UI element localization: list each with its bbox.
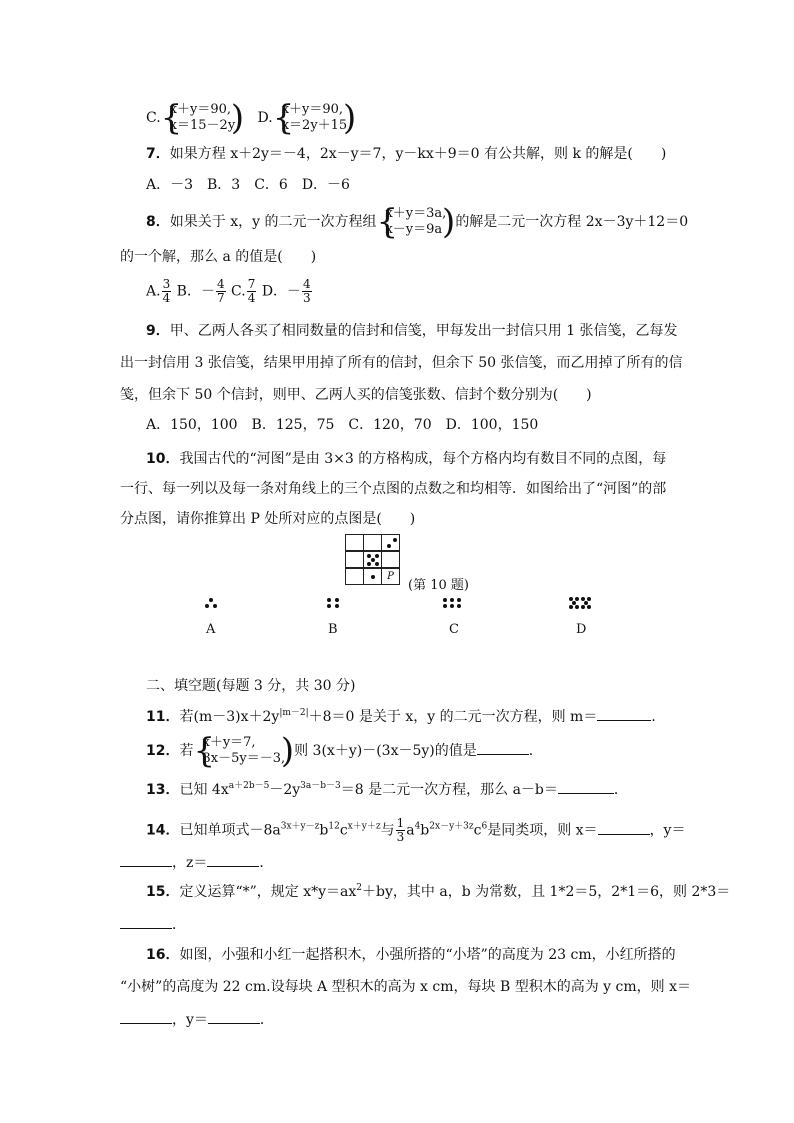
q13-answer-blank[interactable] <box>558 780 614 794</box>
q15-answer-blank[interactable] <box>120 915 172 929</box>
dot <box>575 605 579 609</box>
grid-cell <box>381 551 400 568</box>
grid-cell <box>381 534 400 551</box>
q8-fraction-c: $\frac{7}{4}$ <box>247 277 256 305</box>
dot <box>335 604 339 608</box>
q14-x-blank[interactable] <box>598 821 650 835</box>
dot <box>205 604 209 608</box>
q11-stem: 11．若$(m-3)x+2y^{|m-2|}+8=0$ 是关于 x，y 的二元一次方程，则 m＝ ． <box>146 708 666 725</box>
q12-answer-blank[interactable] <box>477 741 529 755</box>
q6-c-system: { x＋y＝90, x＝15－2y ) <box>160 98 245 138</box>
dot <box>335 598 339 602</box>
q8-stem-line2: 的一个解，那么 a 的值是( ) <box>120 249 317 265</box>
q10-option-a-label: A <box>206 622 216 637</box>
grid-cell-p: P <box>381 568 400 585</box>
q6-d-label: D. <box>257 110 273 126</box>
q8-fraction-b: $\frac{4}{7}$ <box>216 277 225 305</box>
grid-cell <box>345 568 364 585</box>
q7-options: A．－3 B．3 C．6 D．－6 <box>146 177 350 193</box>
dot <box>450 598 454 602</box>
q10-stem-line3: 分点图，请你推算出 P 处所对应的点图是( ) <box>120 511 416 527</box>
section-2-title: 二、填空题(每题 3 分，共 30 分) <box>146 678 356 694</box>
dot <box>581 605 585 609</box>
q10-option-a-dots <box>203 596 219 614</box>
q8-system: { x＋y＝3a, x－y＝9a ) <box>376 202 456 242</box>
q6-d-system: { x＋y＝90, x＝2y＋15 ) <box>272 98 357 138</box>
q8-options: A. $\frac{3}{4}$ B．－ $\frac{4}{7}$ C. $\frac{7}{4}$ D．－ $\frac{4}{3}$ <box>146 277 311 305</box>
q14-stem: 14．已知单项式$-8a^{3x+y-z}b^{12}c^{x+y+z}$与 $\frac{1}{3}$ $a^4b^{2x-y+3z}c^6$是同类项，则 x＝ ，y＝ <box>146 816 686 844</box>
q10-stem-line1: 10．我国古代的“河图”是由 3×3 的方格构成，每个方格内均有数目不同的点图，每 <box>146 451 667 467</box>
q10-option-b-label: B <box>328 622 338 637</box>
dot <box>587 597 591 601</box>
q9-stem-line2: 出一封信用 3 张信笺，结果甲用掉了所有的信封，但余下 50 张信笺，而乙用掉了所有的信 <box>120 355 683 371</box>
dot <box>569 605 573 609</box>
q16-stem-line1: 16．如图，小强和小红一起搭积木，小强所搭的“小塔”的高度为 23 cm，小红所搭的 <box>146 947 676 963</box>
q8-fraction-d: $\frac{4}{3}$ <box>303 277 311 305</box>
q14-y-blank[interactable] <box>120 853 172 867</box>
grid-cell <box>363 551 382 568</box>
dot <box>443 598 447 602</box>
q16-stem-line3: ，y＝ ． <box>120 1010 274 1029</box>
q10-option-d-label: D <box>576 622 587 637</box>
q7-stem: 7．如果方程 x＋2y＝－4，2x－y＝7，y－kx＋9＝0 有公共解，则 k 的解是( ) <box>146 146 667 162</box>
q6-options-cd <box>146 98 357 138</box>
q11-answer-blank[interactable] <box>597 707 651 721</box>
dot <box>393 538 397 542</box>
q10-option-d-dots <box>568 596 594 614</box>
q16-stem-line2: “小树”的高度为 22 cm.设每块 A 型积木的高为 x cm，每块 B 型积木的高为 y cm，则 x＝ <box>120 979 691 995</box>
dot <box>450 604 454 608</box>
q9-stem-line3: 笺，但余下 50 个信封，则甲、乙两人买的信笺张数、信封个数分别为( ) <box>120 387 592 403</box>
dot <box>457 604 461 608</box>
dot <box>387 544 391 548</box>
q6-c-label: C. <box>146 110 161 126</box>
q9-options: A．150，100 B．125，75 C．120，70 D．100，150 <box>146 417 539 433</box>
dot <box>443 604 447 608</box>
q9-stem-line1: 9．甲、乙两人各买了相同数量的信封和信笺，甲每发出一封信只用 1 张信笺，乙每发 <box>146 323 678 339</box>
q10-caption: (第 10 题) <box>408 578 469 593</box>
dot <box>367 562 371 566</box>
grid-cell <box>363 568 382 585</box>
q10-option-b-dots <box>325 596 341 614</box>
q15-stem: 15．定义运算“*”，规定 $x*y=ax^2+by$，其中 a，b 为常数，且 1*2＝5，2*1＝6，则 2*3＝ <box>146 883 731 900</box>
q14-z-blank[interactable] <box>207 853 259 867</box>
q12-stem: 12．若 { x＋y＝7, 3x－5y＝－3, ) 则 3(x＋y)－(3x－5y)的值是 ． <box>146 731 543 771</box>
q16-y-blank[interactable] <box>208 1010 260 1024</box>
q14-fraction: $\frac{1}{3}$ <box>396 816 405 844</box>
q14-stem-line2: ，z＝ ． <box>120 853 273 872</box>
q15-stem-line2: ． <box>120 915 186 934</box>
dot <box>209 598 213 602</box>
q16-x-blank[interactable] <box>120 1010 172 1024</box>
hetu-grid <box>345 534 405 588</box>
dot <box>375 562 379 566</box>
dot <box>367 554 371 558</box>
dot <box>371 575 375 579</box>
dot <box>327 598 331 602</box>
dot <box>213 604 217 608</box>
grid-cell <box>363 534 382 551</box>
dot <box>371 558 375 562</box>
dot <box>375 554 379 558</box>
dot <box>457 598 461 602</box>
q10-option-c-dots <box>442 596 466 614</box>
dot <box>327 604 331 608</box>
q13-stem: 13．已知 $4x^{a+2b-5}-2y^{3a-b-3}=8$ 是二元一次方程，那么 a－b＝ ． <box>146 781 628 798</box>
grid-cell <box>345 551 364 568</box>
q10-stem-line2: 一行、每一列以及每一条对角线上的三个点图的点数之和均相等．如图给出了“河图”的部 <box>120 481 667 497</box>
q12-system: { x＋y＝7, 3x－5y＝－3, ) <box>193 731 295 771</box>
dot <box>587 605 591 609</box>
q8-stem: 8．如果关于 x，y 的二元一次方程组 { x＋y＝3a, x－y＝9a ) 的解是二元一次方程 2x－3y＋12＝0 <box>146 202 689 242</box>
grid-cell <box>345 534 364 551</box>
q8-fraction-a: $\frac{3}{4}$ <box>162 277 171 305</box>
dot <box>575 597 579 601</box>
q10-option-c-label: C <box>449 622 459 637</box>
